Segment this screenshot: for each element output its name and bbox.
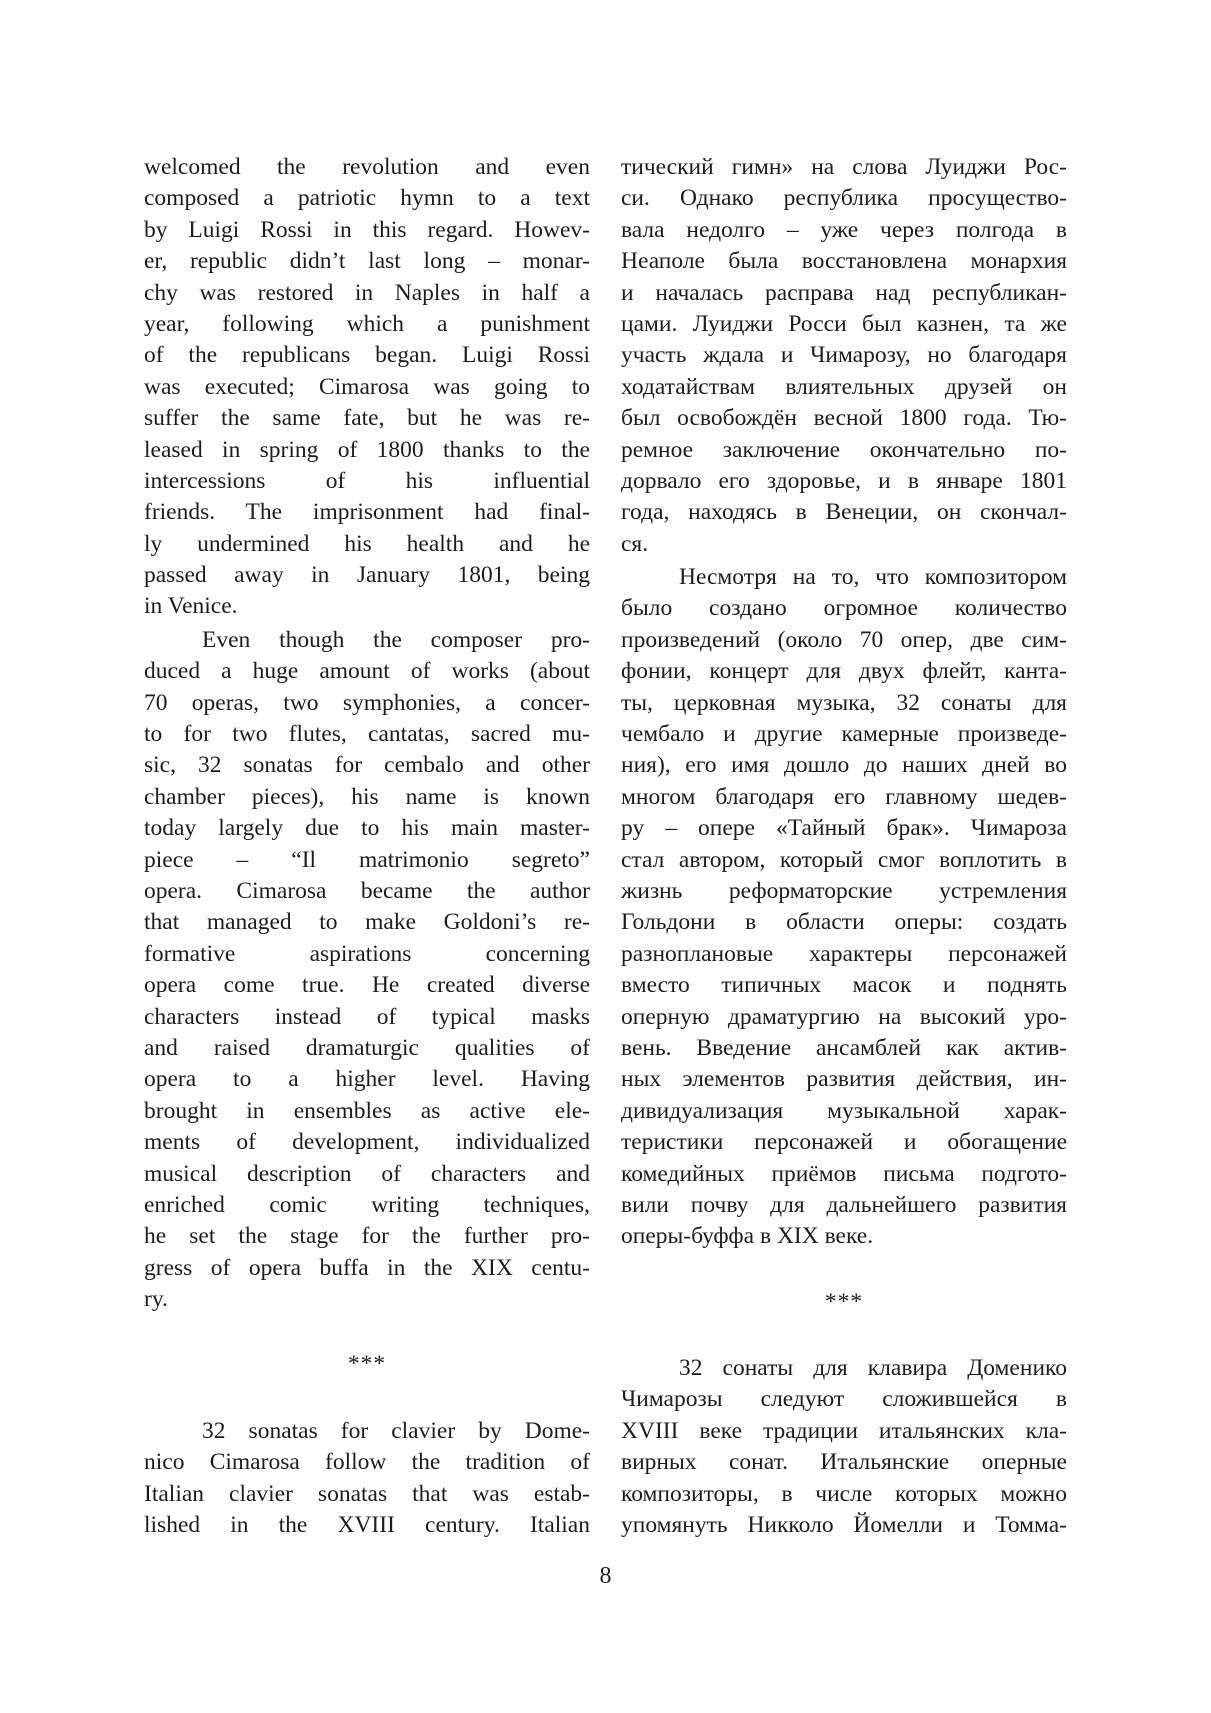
text-line: 32 sonatas for clavier by Dome-	[202, 1417, 590, 1444]
text-line: вили почву для дальнейшего развития	[621, 1191, 1067, 1218]
text-line: произведений (около 70 опер, две сим-	[621, 626, 1067, 653]
text-line: by Luigi Rossi in this regard. Howev-	[144, 216, 590, 243]
text-line: lished in the XVIII century. Italian	[144, 1512, 590, 1539]
text-line: brought in ensembles as active ele-	[144, 1097, 590, 1124]
text-line: Even though the composer pro-	[202, 626, 590, 653]
text-line: ния), его имя дошло до наших дней во	[621, 752, 1067, 779]
text-line: ных элементов развития действия, ин-	[621, 1066, 1067, 1093]
text-line: piece – “Il matrimonio segreto”	[144, 846, 590, 873]
text-line: 70 operas, two symphonies, a concer-	[144, 689, 590, 716]
english-paragraph-1	[144, 152, 590, 623]
text-line: Чимарозы следуют сложившейся в	[621, 1386, 1067, 1413]
english-paragraph-2	[144, 625, 590, 1316]
text-line: Italian clavier sonatas that was estab-	[144, 1480, 590, 1507]
text-line: Несмотря на то, что композитором	[679, 564, 1067, 591]
text-line: и началась расправа над республикан-	[621, 279, 1067, 306]
text-line: ремное заключение окончательно по-	[621, 436, 1067, 463]
text-line: characters instead of typical masks	[144, 1003, 590, 1030]
text-line: вместо типичных масок и поднять	[621, 972, 1067, 999]
text-line: участь ждала и Чимарозу, но благодаря	[621, 342, 1067, 369]
text-line: жизнь реформаторские устремления	[621, 877, 1067, 904]
text-line: composed a patriotic hymn to a text	[144, 185, 590, 212]
text-line: композиторы, в числе которых можно	[621, 1480, 1067, 1507]
text-line: enriched comic writing techniques,	[144, 1191, 590, 1218]
text-line: многом благодаря его главному шедев-	[621, 783, 1067, 810]
text-line: year, following which a punishment	[144, 310, 590, 337]
text-line: duced a huge amount of works (about	[144, 658, 590, 685]
russian-column	[621, 152, 1067, 1541]
text-line: оперную драматургию на высокий уро-	[621, 1003, 1067, 1030]
text-line: цами. Луиджи Росси был казнен, та же	[621, 310, 1067, 337]
text-line: opera to a higher level. Having	[144, 1066, 590, 1093]
text-line: passed away in January 1801, being	[144, 562, 590, 589]
text-line: 32 сонаты для клавира Доменико	[679, 1355, 1067, 1382]
text-line: теристики персонажей и обогащение	[621, 1129, 1067, 1156]
text-line: тический гимн» на слова Луиджи Рос-	[621, 154, 1067, 180]
text-line: sic, 32 sonatas for cembalo and other	[144, 752, 590, 779]
text-line: упомянуть Никколо Йомелли и Томма-	[621, 1512, 1067, 1539]
english-paragraph-3	[144, 1416, 590, 1542]
text-line: er, republic didn’t last long – monar-	[144, 248, 590, 275]
russian-section-separator: ***	[824, 1288, 864, 1315]
text-line: был освобождён весной 1800 года. Тю-	[621, 405, 1067, 432]
text-line: opera. Cimarosa became the author	[144, 877, 590, 904]
text-line: вирных сонат. Итальянские оперные	[621, 1449, 1067, 1476]
russian-paragraph-2	[621, 562, 1067, 1253]
text-line: that managed to make Goldoni’s re-	[144, 909, 590, 936]
text-line: Гольдони в области оперы: создать	[621, 909, 1067, 936]
text-line: he set the stage for the further pro-	[144, 1223, 590, 1250]
text-line: ments of development, individualized	[144, 1129, 590, 1156]
text-line: opera come true. He created diverse	[144, 972, 590, 999]
text-line: in Venice.	[144, 593, 238, 620]
text-line: оперы-буффа в XIX веке.	[621, 1223, 874, 1250]
text-line: welcomed the revolution and even	[144, 154, 590, 180]
text-line: ly undermined his health and he	[144, 530, 590, 557]
text-line: friends. The imprisonment had final-	[144, 499, 590, 526]
text-line: ry.	[144, 1286, 168, 1313]
text-line: of the republicans began. Luigi Rossi	[144, 342, 590, 369]
text-line: intercessions of his influential	[144, 467, 590, 494]
text-line: дивидуализация музыкальной харак-	[621, 1097, 1067, 1124]
text-line: gress of opera buffa in the XIX centu-	[144, 1254, 590, 1281]
text-line: си. Однако республика просущество-	[621, 185, 1067, 212]
text-line: today largely due to his main master-	[144, 815, 590, 842]
russian-paragraph-3	[621, 1353, 1067, 1541]
english-column	[144, 152, 590, 1541]
text-line: suffer the same fate, but he was re-	[144, 405, 590, 432]
english-section-separator: ***	[347, 1351, 387, 1378]
text-line: nico Cimarosa follow the tradition of	[144, 1449, 590, 1476]
text-line: чембало и другие камерные произведе-	[621, 721, 1067, 748]
text-line: XVIII веке традиции итальянских кла-	[621, 1417, 1067, 1444]
text-line: ходатайствам влиятельных друзей он	[621, 373, 1067, 400]
russian-paragraph-1	[621, 152, 1067, 560]
text-line: вень. Введение ансамблей как актив-	[621, 1034, 1067, 1061]
text-line: musical description of characters and	[144, 1160, 590, 1187]
text-line: Неаполе была восстановлена монархия	[621, 248, 1067, 275]
text-line: ты, церковная музыка, 32 сонаты для	[621, 689, 1067, 716]
text-line: было создано огромное количество	[621, 595, 1067, 622]
text-line: to for two flutes, cantatas, sacred mu-	[144, 721, 590, 748]
text-line: года, находясь в Венеции, он скончал-	[621, 499, 1067, 526]
text-line: вала недолго – уже через полгода в	[621, 216, 1067, 243]
page-number: 8	[599, 1563, 612, 1589]
text-line: was executed; Cimarosa was going to	[144, 373, 590, 400]
text-line: ся.	[621, 530, 649, 557]
text-line: дорвало его здоровье, и в январе 1801	[621, 467, 1067, 494]
text-line: and raised dramaturgic qualities of	[144, 1034, 590, 1061]
text-line: комедийных приёмов письма подгото-	[621, 1160, 1067, 1187]
text-line: formative aspirations concerning	[144, 940, 590, 967]
text-line: фонии, концерт для двух флейт, канта-	[621, 658, 1067, 685]
text-line: chy was restored in Naples in half a	[144, 279, 590, 306]
text-line: chamber pieces), his name is known	[144, 783, 590, 810]
text-line: стал автором, который смог воплотить в	[621, 846, 1067, 873]
text-line: разноплановые характеры персонажей	[621, 940, 1067, 967]
text-line: ру – опере «Тайный брак». Чимароза	[621, 815, 1067, 842]
text-line: leased in spring of 1800 thanks to the	[144, 436, 590, 463]
